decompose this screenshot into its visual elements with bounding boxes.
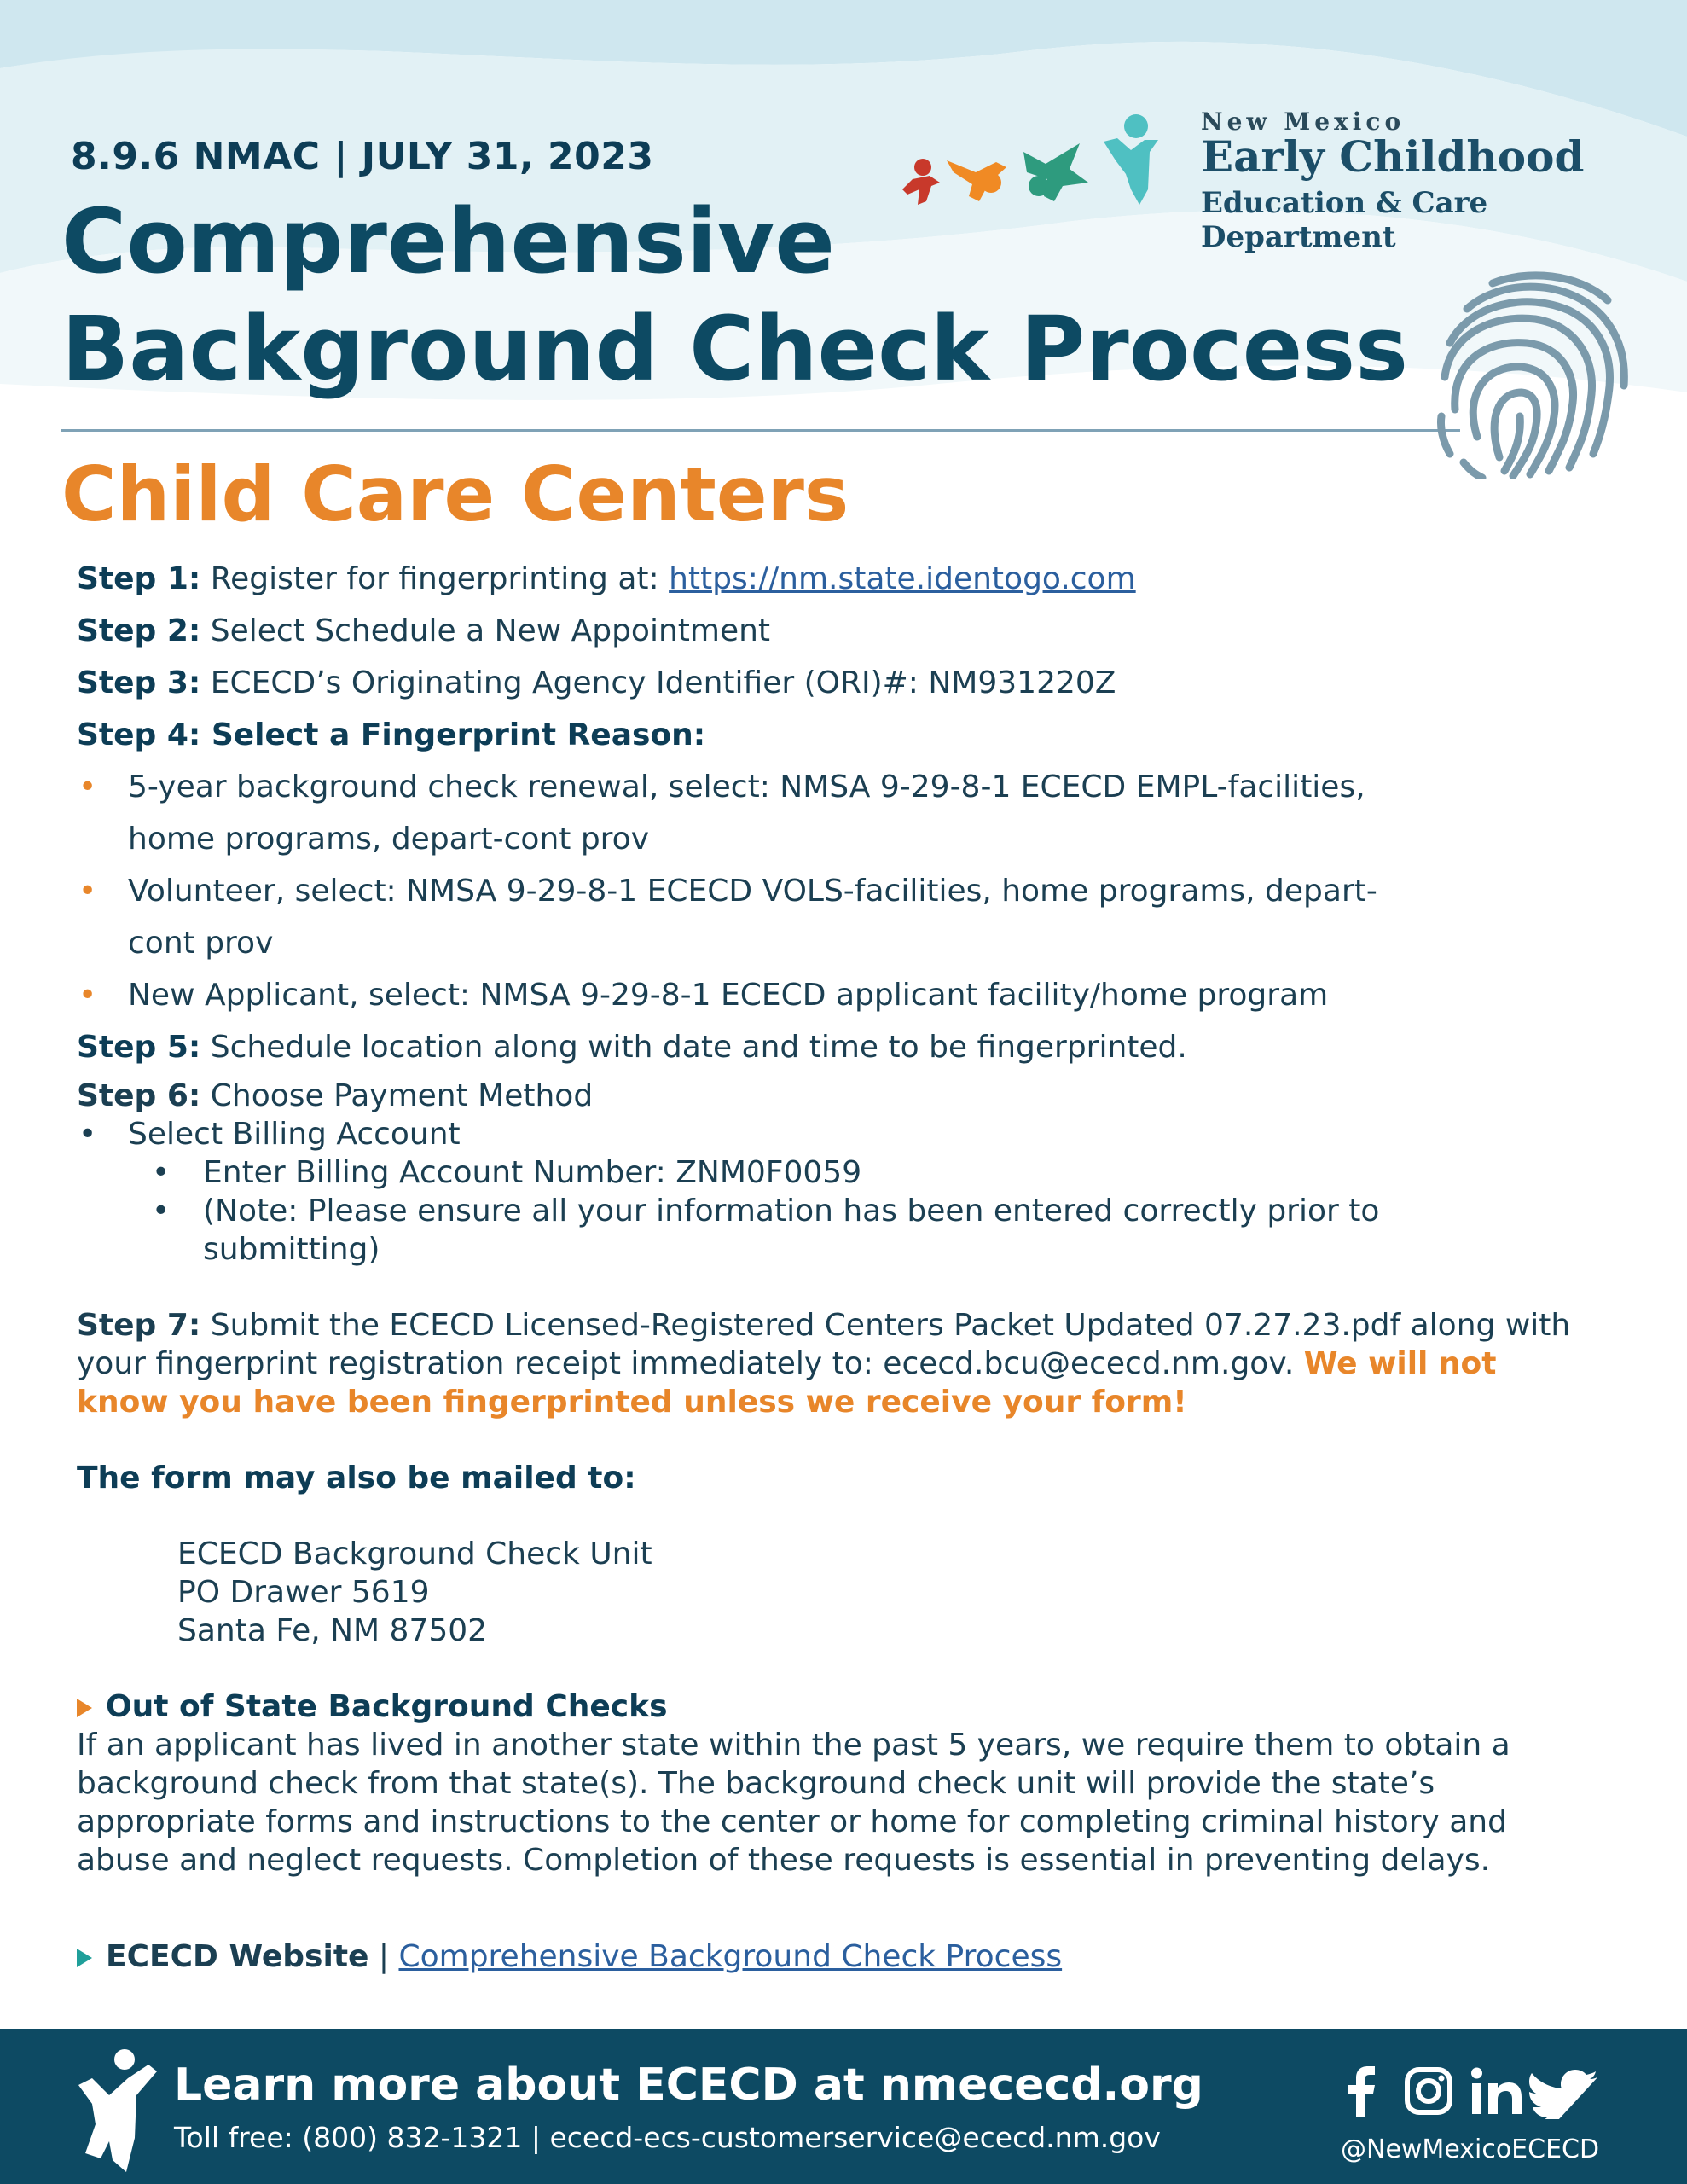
step-6-text: Choose Payment Method — [200, 1078, 594, 1113]
list-item: • Select Billing Account — [78, 1117, 461, 1152]
step-4-label: Step 4: Select a Fingerprint Reason: — [77, 717, 706, 752]
date-line: 8.9.6 NMAC | JULY 31, 2023 — [71, 135, 654, 178]
page-subtitle: Child Care Centers — [61, 450, 849, 538]
step-5-text: Schedule location along with date and time to be fingerprinted. — [200, 1030, 1187, 1065]
step-4-list — [77, 761, 1407, 1021]
ececd-figures-logo-icon — [887, 101, 1194, 229]
ececd-figure-icon — [75, 2048, 160, 2175]
fingerprint-icon — [1433, 266, 1638, 479]
step-7 — [77, 1306, 1595, 1421]
triangle-bullet-icon — [77, 1699, 92, 1717]
step-1-text: Register for fingerprinting at: — [200, 561, 670, 596]
triangle-bullet-icon — [77, 1949, 92, 1967]
logo-line-1: New Mexico — [1201, 107, 1406, 136]
social-handle: @NewMexicoECECD — [1341, 2135, 1600, 2164]
main-content — [77, 553, 1629, 1976]
out-of-state-body: If an applicant has lived in another state within the past 5 years, we require them to obtain a background check from that state(s). The background check unit will provide the state’s appropriate forms and instructions to the center or home for completing criminal history and abuse and neglect requests. Completion of these requests is essential in preventing delays. — [77, 1728, 1510, 1878]
website-label: ECECD Website — [106, 1939, 369, 1974]
step-5 — [77, 1021, 1629, 1073]
mail-heading: The form may also be mailed to: — [77, 1461, 636, 1496]
bullet-icon: • — [152, 1194, 171, 1228]
step-7-warning: We will not know you have been fingerprinted unless we receive your form! — [77, 1346, 1497, 1420]
step-4 — [77, 709, 1629, 761]
step-6-label: Step 6: — [77, 1078, 201, 1113]
out-of-state-heading: Out of State Background Checks — [77, 1687, 1629, 1726]
step-1-label: Step 1: — [77, 561, 201, 596]
step-3-text: ECECD’s Originating Agency Identifier (ORI)#: NM931220Z — [200, 665, 1116, 700]
step-2-label: Step 2: — [77, 613, 201, 648]
list-item: • (Note: Please ensure all your information has been entered correctly prior to submitting) — [152, 1194, 1380, 1267]
list-item: • Enter Billing Account Number: ZNM0F0059 — [152, 1155, 862, 1190]
step-2 — [77, 605, 1629, 657]
footer-contact: Toll free: (800) 832-1321 | ececd-ecs-customerservice@ececd.nm.gov — [174, 2121, 1161, 2154]
identogo-link[interactable]: https://nm.state.identogo.com — [669, 561, 1136, 596]
step-6 — [77, 1077, 1629, 1115]
social-icons — [1339, 2065, 1603, 2119]
step-5-label: Step 5: — [77, 1030, 201, 1065]
bullet-icon: • — [78, 1117, 97, 1152]
title-line-2: Background Check Process — [61, 297, 1409, 401]
list-item: • New Applicant, select: NMSA 9-29-8-1 ECECD applicant facility/home program — [77, 969, 1407, 1021]
step-7-label: Step 7: — [77, 1308, 201, 1343]
bullet-icon: • — [78, 978, 97, 1013]
bullet-icon: • — [152, 1155, 171, 1190]
logo-line-3: Education & Care Department — [1201, 186, 1488, 254]
address-line-2: PO Drawer 5619 — [177, 1575, 430, 1610]
linkedin-icon[interactable] — [1471, 2068, 1522, 2115]
address-line-1: ECECD Background Check Unit — [177, 1536, 652, 1571]
twitter-icon[interactable] — [1524, 2070, 1598, 2119]
header-divider — [61, 429, 1460, 432]
instagram-icon[interactable] — [1407, 2070, 1450, 2112]
address-line-3: Santa Fe, NM 87502 — [177, 1613, 488, 1648]
mailing-address — [77, 1535, 1629, 1650]
logo-line-2: Early Childhood — [1201, 131, 1585, 182]
bullet-icon: • — [78, 770, 97, 804]
list-item: • Volunteer, select: NMSA 9-29-8-1 ECECD VOLS-facilities, home programs, depart-cont prov — [77, 865, 1407, 969]
step-3-label: Step 3: — [77, 665, 201, 700]
website-line: ECECD Website | Comprehensive Background Check Process — [77, 1937, 1629, 1976]
background-check-process-link[interactable]: Comprehensive Background Check Process — [398, 1939, 1063, 1974]
facebook-icon[interactable] — [1348, 2066, 1375, 2117]
step-2-text: Select Schedule a New Appointment — [200, 613, 771, 648]
title-line-1: Comprehensive — [61, 189, 835, 293]
step-3 — [77, 657, 1629, 709]
ececd-logo — [887, 101, 1655, 254]
bullet-icon: • — [78, 874, 97, 909]
footer — [0, 2029, 1687, 2184]
step-7-text: Submit the ECECD Licensed-Registered Centers Packet Updated 07.27.23.pdf along with your fingerprint registration receipt immediately to: ececd.bcu@ececd.nm.gov. — [77, 1308, 1571, 1381]
step-1 — [77, 553, 1629, 605]
footer-title: Learn more about ECECD at nmececd.org — [174, 2059, 1203, 2111]
list-item: • 5-year background check renewal, select: NMSA 9-29-8-1 ECECD EMPL-facilities, home programs, depart-cont prov — [77, 761, 1407, 865]
